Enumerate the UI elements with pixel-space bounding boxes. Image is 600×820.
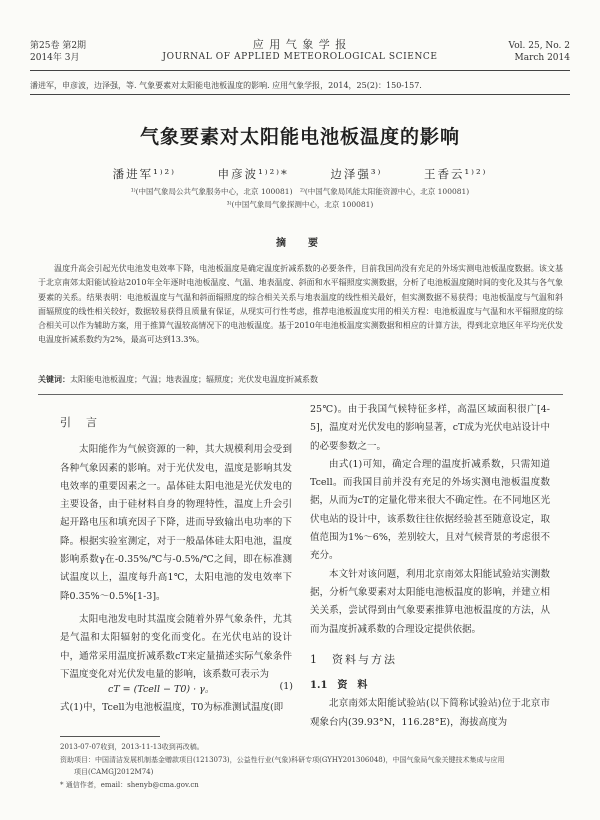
publication-date: 2014年 3月 [30,53,80,63]
equation-number: (1) [279,681,293,692]
keywords-label: 关键词： [38,374,70,384]
body-paragraph: 太阳能作为气候资源的一种，其大规模利用会受到各种气象因素的影响。对于光伏发电，温度是影响其发电效率的重要因素之一。晶体硅太阳电池是光伏发电的主要设备，由于硅材料自身的物理特性，温度上升会引起开路电压和填充因子下降，进而导致输出电功率的下降。根据实验室测定，对于一般晶体硅太阳电池，温度影响系数γ在-0.35%/℃与-0.5%/℃之间，即在标准测试温度以上，温度每升高1℃，太阳电池的发电效率下降0.35%～0.5%[1-3]。 [60,444,292,602]
keywords-text: 太阳能电池板温度；气温；地表温度；辐照度；光伏发电温度折减系数 [70,375,318,384]
author-name: 王香云¹⁾²⁾ [424,167,488,181]
equation-text: cT = (Tcell − T0) · γ。 [108,684,215,695]
journal-volume-info-en [509,40,570,64]
author-name: 潘进军¹⁾²⁾ [112,167,176,181]
volume-issue-en: Vol. 25, No. 2 [508,41,570,51]
keywords [38,374,563,385]
body-paragraph: 由式(1)可知，确定合理的温度折减系数，只需知道Tcell。而我国目前并没有充足的外场实测电池板温度数据，从而为cT的定量化带来很大不确定性。在不同地区光伏电站的设计中，该系数往往依据经验甚至随意设定，取值范围为1%～6%，差别较大，且对气候背景的考虑很不充分。 [310,458,550,562]
footnote-funding: 资助项目：中国清洁发展机制基金赠款项目(1213073)，公益性行业(气象)科研专项(GYHY201306048)，中国气象局气象关键技术集成与应用 [60,755,505,764]
equation-1 [108,681,293,695]
abstract-rule [38,394,563,395]
left-column-continued [60,699,292,717]
citation-rule [30,94,570,95]
footnote-rule [60,736,160,737]
right-column [310,401,550,732]
publication-date-en: March 2014 [514,53,570,63]
footnote-funding-cont: 项目(CAMGJ2012M74) [60,768,154,776]
affiliation-line: ¹⁾(中国气象局公共气象服务中心，北京 100081) ²⁾(中国气象局风能太阳能资源中心，北京 100081) [130,187,470,196]
author-name: 边泽强³⁾ [330,167,383,181]
footnote-corresponding: * 通信作者，email：shenyb@cma.gov.cn [60,780,199,789]
abstract-text [38,262,563,348]
footnote-received: 2013-07-07收到，2013-11-13收到再改稿。 [60,743,204,751]
journal-name-en: JOURNAL OF APPLIED METEOROLOGICAL SCIENCE [162,52,438,62]
footnotes [60,741,550,791]
body-paragraph: 本文针对该问题，利用北京南郊太阳能试验站实测数据，分析气象要素对太阳能电池板温度的影响，并建立相关关系，尝试得到由气象要素推算电池板温度的方法，从而为温度折减系数的合理设定提供依据。 [310,568,550,635]
body-paragraph: 25℃)。由于我国气候特征多样，高温区域面积很广[4-5]，温度对光伏发电的影响显著，cT成为光伏电站设计中的必要参数之一。 [310,404,550,452]
paper-title: 气象要素对太阳能电池板温度的影响 [139,126,460,148]
section-heading-data-methods: 1 资料与方法 [310,652,397,666]
subsection-heading-data: 1.1 资 料 [310,680,368,692]
body-paragraph: 北京南郊太阳能试验站(以下简称试验站)位于北京市观象台内(39.93°N，116.28°E)，海拔高度为 [310,698,550,728]
affiliation-line: ³⁾(中国气象局气象探测中心，北京 100081) [226,200,374,209]
abstract-heading: 摘 要 [276,238,324,249]
header-rule [30,70,570,71]
volume-issue: 第25卷 第2期 [30,41,87,51]
author-list [0,166,600,182]
body-paragraph: 式(1)中，Tcell为电池板温度，T0为标准测试温度(即 [60,702,284,713]
author-name: 申彦波¹⁾²⁾* [217,167,289,181]
left-column [60,414,292,684]
citation-line: 潘进军，申彦波，边泽强，等. 气象要素对太阳能电池板温度的影响. 应用气象学报，2014，25(2)：150-157. [30,81,422,90]
journal-name-cn: 应 用 气 象 学 报 [252,38,348,51]
section-heading-intro: 引 言 [60,416,99,429]
abstract-paragraph: 温度升高会引起光伏电池发电效率下降，电池板温度是确定温度折减系数的必要条件，目前我国尚没有充足的外场实测电池板温度数据。该文基于北京南郊太阳能试验站2010年全年逐时电池板温度、气温、地表温度、斜面和水平辐照度实测数据，分析了电池板温度随时间的变化及其与各气象要素的关系。结果表明：电池板温度与气温和斜面辐照度的综合相关关系与地表温度的线性相关最好，但实测数据不易获得；电池板温度与气温和斜面辐照度的线性相关较好，数据较易获得且质量有保证，从现实可行性考虑，推荐电池板温度实用的相关方程：电池板温度与气温和水平辐照度的综合相关可以作为辅助方案，用于推算气温较高情况下的电池板温度。基于2010年电池板温度实测数据和相应的计算方法，得到北京地区年平均光伏发电温度折减系数约为2%，最高可达到13.3%。 [38,264,563,345]
body-paragraph: 太阳电池发电时其温度会随着外界气象条件，尤其是气温和太阳辐射的变化而变化。在光伏电站的设计中，通常采用温度折减系数cT来定量描述实际气象条件下温度变化对光伏发电量的影响，该系数可表示为 [60,613,292,680]
